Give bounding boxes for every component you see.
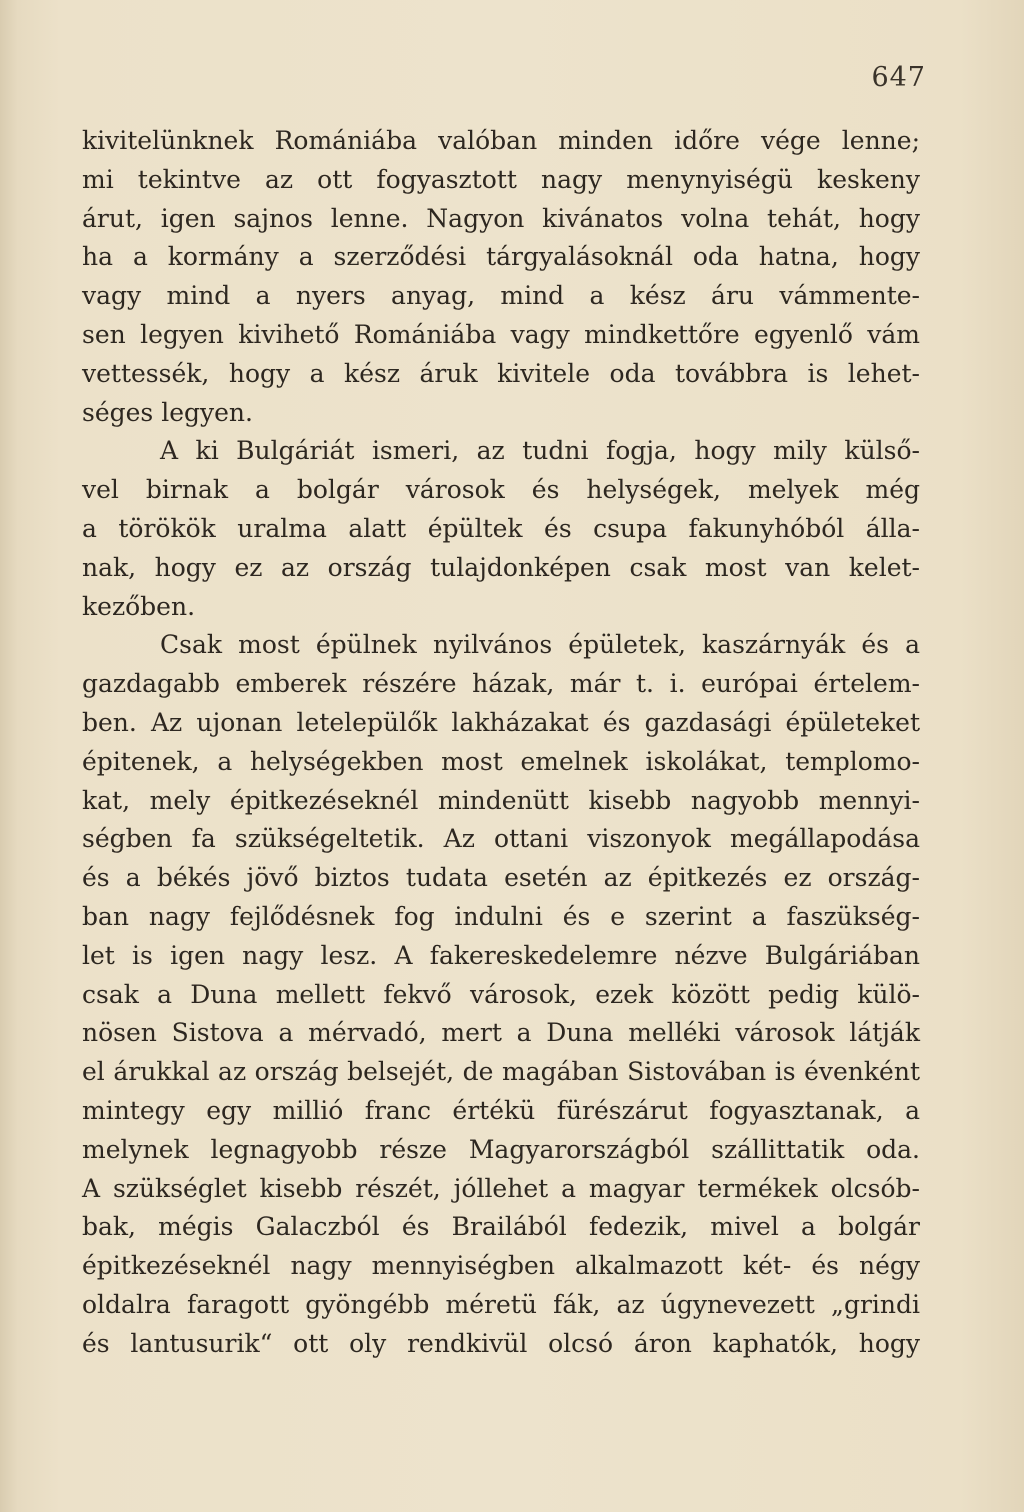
page-number: 647 xyxy=(871,62,926,93)
text-line: Csak most épülnek nyilvános épületek, kaszárnyák és a xyxy=(160,630,920,660)
text-line: séges legyen. xyxy=(82,397,253,427)
text-line: csak a Duna mellett fekvő városok, ezek között pedig külö- xyxy=(82,979,920,1009)
text-line: vagy mind a nyers anyag, mind a kész áru vámmente- xyxy=(82,281,920,311)
text-line: gazdagabb emberek részére házak, már t. i. európai értelem- xyxy=(82,669,920,699)
text-line: sen legyen kivihető Romániába vagy mindkettőre egyenlő vám xyxy=(82,319,920,349)
text-line: és lantusurik“ ott oly rendkivül olcsó áron kaphatók, hogy xyxy=(82,1328,920,1358)
text-line: vel birnak a bolgár városok és helységek, melyek még xyxy=(82,475,920,505)
text-line: mintegy egy millió franc értékü fürészárut fogyasztanak, a xyxy=(82,1095,920,1125)
text-line: a törökök uralma alatt épültek és csupa fakunyhóból álla- xyxy=(82,513,920,543)
text-line: nak, hogy ez az ország tulajdonképen csak most van kelet- xyxy=(82,552,920,582)
text-line: mi tekintve az ott fogyasztott nagy menynyiségü keskeny xyxy=(82,164,920,194)
text-line: melynek legnagyobb része Magyarországból szállittatik oda. xyxy=(82,1134,920,1164)
text-line: let is igen nagy lesz. A fakereskedelemre nézve Bulgáriában xyxy=(82,940,920,970)
text-line: és a békés jövő biztos tudata esetén az épitkezés ez ország- xyxy=(82,863,920,893)
text-line: vettessék, hogy a kész áruk kivitele oda továbbra is lehet- xyxy=(82,358,920,388)
text-line: ségben fa szükségeltetik. Az ottani viszonyok megállapodása xyxy=(82,824,920,854)
text-line: A ki Bulgáriát ismeri, az tudni fogja, hogy mily külső- xyxy=(160,436,920,466)
text-line: kat, mely épitkezéseknél mindenütt kisebb nagyobb mennyi- xyxy=(82,785,920,815)
text-line: nösen Sistova a mérvadó, mert a Duna melléki városok látják xyxy=(82,1018,920,1048)
text-line: ben. Az ujonan letelepülők lakházakat és gazdasági épületeket xyxy=(82,707,920,737)
text-line: épitenek, a helységekben most emelnek iskolákat, templomo- xyxy=(82,746,920,776)
text-line: árut, igen sajnos lenne. Nagyon kivánatos volna tehát, hogy xyxy=(82,203,920,233)
text-line: kezőben. xyxy=(82,591,196,621)
text-line: ha a kormány a szerződési tárgyalásoknál oda hatna, hogy xyxy=(82,242,920,272)
text-line: A szükséglet kisebb részét, jóllehet a magyar termékek olcsób- xyxy=(82,1173,920,1203)
text-line: ban nagy fejlődésnek fog indulni és e szerint a faszükség- xyxy=(82,901,920,931)
text-line: épitkezéseknél nagy mennyiségben alkalmazott két- és négy xyxy=(82,1251,920,1281)
text-line: bak, mégis Galaczból és Brailából fedezik, mivel a bolgár xyxy=(82,1212,920,1242)
text-line: oldalra faragott gyöngébb méretü fák, az úgynevezett „grindi xyxy=(82,1289,920,1319)
body-text xyxy=(82,122,920,1364)
text-line: kivitelünknek Romániába valóban minden időre vége lenne; xyxy=(82,126,920,155)
text-line: el árukkal az ország belsejét, de magában Sistovában is évenként xyxy=(82,1057,920,1087)
